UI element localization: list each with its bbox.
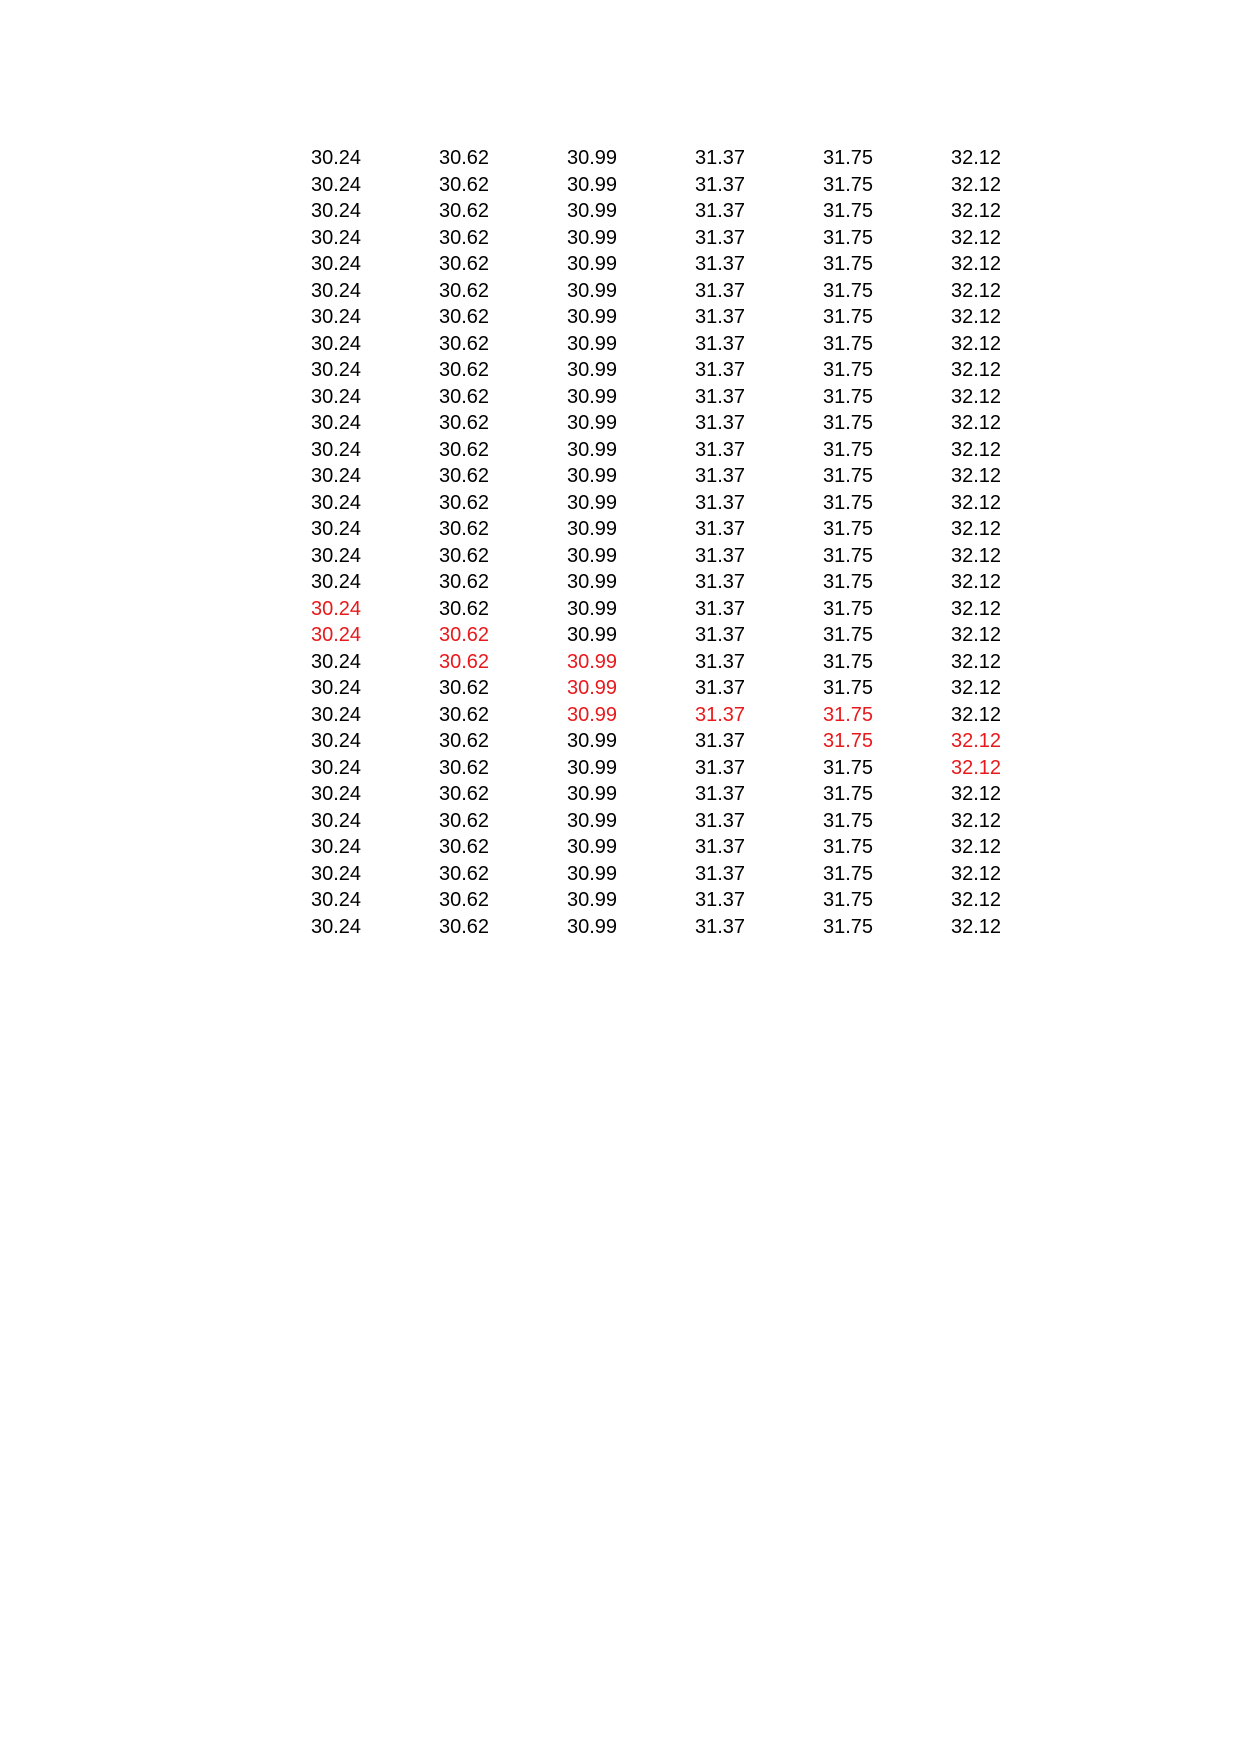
value-cell: 30.24 xyxy=(310,915,362,938)
value-cell: 30.62 xyxy=(438,253,490,275)
table-row xyxy=(272,145,1040,172)
value-cell: 31.75 xyxy=(822,173,874,196)
value-cell: 31.75 xyxy=(822,862,874,885)
value-cell: 32.12 xyxy=(950,518,1002,540)
value-cell: 32.12 xyxy=(950,544,1002,567)
table-row xyxy=(272,543,1040,570)
value-cell: 31.37 xyxy=(694,677,746,699)
value-cell: 30.99 xyxy=(566,571,618,593)
table-row xyxy=(272,755,1040,782)
value-cell: 30.24 xyxy=(310,279,362,302)
value-cell: 32.12 xyxy=(950,306,1002,328)
value-cell: 30.99 xyxy=(566,200,618,222)
table-row xyxy=(272,702,1040,729)
value-cell: 30.99 xyxy=(566,597,618,620)
highlighted-value-cell: 30.24 xyxy=(310,597,362,620)
table-row xyxy=(272,834,1040,861)
value-cell: 31.75 xyxy=(822,253,874,275)
value-cell: 31.75 xyxy=(822,226,874,249)
value-cell: 32.12 xyxy=(950,279,1002,302)
table-row xyxy=(272,622,1040,649)
value-cell: 30.62 xyxy=(438,915,490,938)
value-cell: 30.24 xyxy=(310,862,362,885)
value-cell: 32.12 xyxy=(950,332,1002,355)
value-cell: 30.24 xyxy=(310,491,362,514)
value-cell: 30.62 xyxy=(438,571,490,593)
value-cell: 31.75 xyxy=(822,465,874,487)
value-cell: 30.99 xyxy=(566,915,618,938)
value-cell: 30.99 xyxy=(566,889,618,911)
value-cell: 32.12 xyxy=(950,200,1002,222)
value-cell: 31.37 xyxy=(694,624,746,646)
table-row xyxy=(272,861,1040,888)
value-cell: 30.24 xyxy=(310,703,362,726)
value-cell: 32.12 xyxy=(950,624,1002,646)
highlighted-value-cell: 30.99 xyxy=(566,677,618,699)
value-cell: 30.99 xyxy=(566,491,618,514)
highlighted-value-cell: 31.75 xyxy=(822,703,874,726)
value-cell: 30.24 xyxy=(310,253,362,275)
value-cell: 32.12 xyxy=(950,359,1002,381)
value-table xyxy=(272,145,1040,940)
value-cell: 30.24 xyxy=(310,438,362,461)
value-cell: 30.99 xyxy=(566,412,618,434)
value-cell: 30.62 xyxy=(438,544,490,567)
value-cell: 30.62 xyxy=(438,730,490,752)
table-row xyxy=(272,251,1040,278)
value-cell: 31.75 xyxy=(822,332,874,355)
value-cell: 31.37 xyxy=(694,544,746,567)
table-row xyxy=(272,675,1040,702)
value-cell: 30.24 xyxy=(310,889,362,911)
value-cell: 31.37 xyxy=(694,465,746,487)
table-row xyxy=(272,225,1040,252)
value-cell: 30.24 xyxy=(310,571,362,593)
value-cell: 30.99 xyxy=(566,173,618,196)
value-cell: 31.75 xyxy=(822,518,874,540)
value-cell: 31.75 xyxy=(822,677,874,699)
value-cell: 30.99 xyxy=(566,465,618,487)
value-cell: 31.75 xyxy=(822,571,874,593)
value-cell: 30.99 xyxy=(566,730,618,752)
value-cell: 31.37 xyxy=(694,200,746,222)
value-cell: 31.37 xyxy=(694,491,746,514)
value-cell: 31.75 xyxy=(822,544,874,567)
table-row xyxy=(272,490,1040,517)
value-cell: 31.37 xyxy=(694,571,746,593)
value-cell: 31.75 xyxy=(822,279,874,302)
value-table-body xyxy=(272,145,1040,940)
value-cell: 30.24 xyxy=(310,730,362,752)
value-cell: 30.24 xyxy=(310,359,362,381)
value-cell: 30.62 xyxy=(438,279,490,302)
value-cell: 32.12 xyxy=(950,650,1002,673)
table-row xyxy=(272,914,1040,941)
value-cell: 32.12 xyxy=(950,147,1002,169)
value-cell: 31.75 xyxy=(822,756,874,779)
value-cell: 30.99 xyxy=(566,226,618,249)
value-cell: 31.75 xyxy=(822,889,874,911)
value-cell: 30.62 xyxy=(438,385,490,408)
value-cell: 30.99 xyxy=(566,544,618,567)
value-cell: 30.62 xyxy=(438,783,490,805)
value-cell: 30.62 xyxy=(438,306,490,328)
value-cell: 32.12 xyxy=(950,862,1002,885)
value-cell: 32.12 xyxy=(950,597,1002,620)
value-cell: 32.12 xyxy=(950,783,1002,805)
table-row xyxy=(272,887,1040,914)
table-row xyxy=(272,781,1040,808)
value-cell: 30.62 xyxy=(438,677,490,699)
value-cell: 31.37 xyxy=(694,730,746,752)
value-cell: 30.99 xyxy=(566,359,618,381)
value-cell: 30.24 xyxy=(310,465,362,487)
value-cell: 30.62 xyxy=(438,889,490,911)
value-cell: 30.62 xyxy=(438,226,490,249)
table-row xyxy=(272,357,1040,384)
value-cell: 31.75 xyxy=(822,491,874,514)
value-cell: 30.24 xyxy=(310,173,362,196)
value-cell: 31.37 xyxy=(694,438,746,461)
value-cell: 30.99 xyxy=(566,147,618,169)
table-row xyxy=(272,649,1040,676)
value-cell: 30.62 xyxy=(438,438,490,461)
table-row xyxy=(272,198,1040,225)
value-cell: 31.37 xyxy=(694,385,746,408)
value-cell: 30.99 xyxy=(566,332,618,355)
value-cell: 30.24 xyxy=(310,518,362,540)
highlighted-value-cell: 31.37 xyxy=(694,703,746,726)
value-cell: 30.62 xyxy=(438,332,490,355)
value-cell: 32.12 xyxy=(950,836,1002,858)
value-cell: 32.12 xyxy=(950,412,1002,434)
value-cell: 30.24 xyxy=(310,332,362,355)
value-cell: 32.12 xyxy=(950,491,1002,514)
value-cell: 30.62 xyxy=(438,200,490,222)
value-cell: 32.12 xyxy=(950,915,1002,938)
value-cell: 32.12 xyxy=(950,385,1002,408)
table-row xyxy=(272,569,1040,596)
highlighted-value-cell: 30.99 xyxy=(566,650,618,673)
value-cell: 30.62 xyxy=(438,597,490,620)
value-cell: 31.37 xyxy=(694,783,746,805)
highlighted-value-cell: 32.12 xyxy=(950,756,1002,779)
value-cell: 32.12 xyxy=(950,253,1002,275)
value-cell: 32.12 xyxy=(950,571,1002,593)
table-row xyxy=(272,384,1040,411)
table-row xyxy=(272,331,1040,358)
table-row xyxy=(272,437,1040,464)
value-cell: 30.62 xyxy=(438,491,490,514)
value-cell: 31.75 xyxy=(822,147,874,169)
value-cell: 31.37 xyxy=(694,279,746,302)
value-cell: 30.62 xyxy=(438,756,490,779)
value-cell: 31.37 xyxy=(694,306,746,328)
value-cell: 31.75 xyxy=(822,385,874,408)
value-cell: 31.75 xyxy=(822,915,874,938)
value-cell: 30.62 xyxy=(438,703,490,726)
value-cell: 30.62 xyxy=(438,836,490,858)
table-row xyxy=(272,516,1040,543)
value-cell: 30.24 xyxy=(310,544,362,567)
value-cell: 32.12 xyxy=(950,809,1002,832)
value-cell: 30.99 xyxy=(566,756,618,779)
value-cell: 32.12 xyxy=(950,226,1002,249)
value-cell: 31.75 xyxy=(822,783,874,805)
value-cell: 30.24 xyxy=(310,783,362,805)
value-cell: 31.37 xyxy=(694,518,746,540)
value-cell: 31.37 xyxy=(694,915,746,938)
value-cell: 31.37 xyxy=(694,253,746,275)
value-cell: 30.99 xyxy=(566,279,618,302)
value-cell: 31.37 xyxy=(694,412,746,434)
value-cell: 30.24 xyxy=(310,412,362,434)
table-row xyxy=(272,304,1040,331)
value-cell: 31.37 xyxy=(694,597,746,620)
value-cell: 31.37 xyxy=(694,889,746,911)
value-cell: 30.99 xyxy=(566,624,618,646)
table-row xyxy=(272,596,1040,623)
value-cell: 32.12 xyxy=(950,465,1002,487)
value-cell: 32.12 xyxy=(950,889,1002,911)
value-cell: 31.75 xyxy=(822,809,874,832)
value-cell: 31.37 xyxy=(694,756,746,779)
value-cell: 30.62 xyxy=(438,359,490,381)
value-cell: 30.99 xyxy=(566,783,618,805)
value-cell: 30.24 xyxy=(310,650,362,673)
highlighted-value-cell: 30.62 xyxy=(438,624,490,646)
value-cell: 30.24 xyxy=(310,809,362,832)
value-cell: 31.37 xyxy=(694,836,746,858)
value-cell: 30.24 xyxy=(310,306,362,328)
value-cell: 30.62 xyxy=(438,862,490,885)
value-cell: 30.99 xyxy=(566,306,618,328)
value-cell: 30.62 xyxy=(438,173,490,196)
value-cell: 31.75 xyxy=(822,412,874,434)
value-cell: 30.62 xyxy=(438,465,490,487)
value-cell: 30.24 xyxy=(310,836,362,858)
value-cell: 31.75 xyxy=(822,624,874,646)
value-cell: 31.75 xyxy=(822,359,874,381)
table-row xyxy=(272,808,1040,835)
value-cell: 30.99 xyxy=(566,836,618,858)
value-cell: 31.37 xyxy=(694,173,746,196)
value-cell: 30.99 xyxy=(566,862,618,885)
value-cell: 30.99 xyxy=(566,253,618,275)
value-cell: 31.37 xyxy=(694,332,746,355)
table-row xyxy=(272,463,1040,490)
value-cell: 32.12 xyxy=(950,703,1002,726)
value-cell: 31.75 xyxy=(822,200,874,222)
highlighted-value-cell: 30.99 xyxy=(566,703,618,726)
value-cell: 32.12 xyxy=(950,438,1002,461)
table-row xyxy=(272,728,1040,755)
table-row xyxy=(272,410,1040,437)
value-cell: 31.37 xyxy=(694,147,746,169)
value-cell: 31.75 xyxy=(822,438,874,461)
value-cell: 31.37 xyxy=(694,359,746,381)
value-cell: 30.99 xyxy=(566,809,618,832)
value-cell: 31.37 xyxy=(694,226,746,249)
highlighted-value-cell: 31.75 xyxy=(822,730,874,752)
value-cell: 31.75 xyxy=(822,597,874,620)
value-cell: 30.24 xyxy=(310,200,362,222)
value-cell: 31.37 xyxy=(694,862,746,885)
value-cell: 30.62 xyxy=(438,809,490,832)
value-cell: 30.62 xyxy=(438,412,490,434)
value-cell: 31.75 xyxy=(822,306,874,328)
table-row xyxy=(272,172,1040,199)
highlighted-value-cell: 30.62 xyxy=(438,650,490,673)
value-cell: 32.12 xyxy=(950,173,1002,196)
highlighted-value-cell: 32.12 xyxy=(950,730,1002,752)
value-cell: 30.24 xyxy=(310,226,362,249)
value-cell: 30.24 xyxy=(310,756,362,779)
value-cell: 30.99 xyxy=(566,385,618,408)
value-cell: 31.37 xyxy=(694,650,746,673)
value-cell: 30.24 xyxy=(310,385,362,408)
value-cell: 30.62 xyxy=(438,518,490,540)
value-cell: 30.24 xyxy=(310,677,362,699)
value-cell: 31.37 xyxy=(694,809,746,832)
table-row xyxy=(272,278,1040,305)
value-cell: 30.62 xyxy=(438,147,490,169)
value-cell: 30.99 xyxy=(566,438,618,461)
highlighted-value-cell: 30.24 xyxy=(310,624,362,646)
value-cell: 30.24 xyxy=(310,147,362,169)
value-cell: 32.12 xyxy=(950,677,1002,699)
value-cell: 30.99 xyxy=(566,518,618,540)
value-cell: 31.75 xyxy=(822,650,874,673)
value-cell: 31.75 xyxy=(822,836,874,858)
